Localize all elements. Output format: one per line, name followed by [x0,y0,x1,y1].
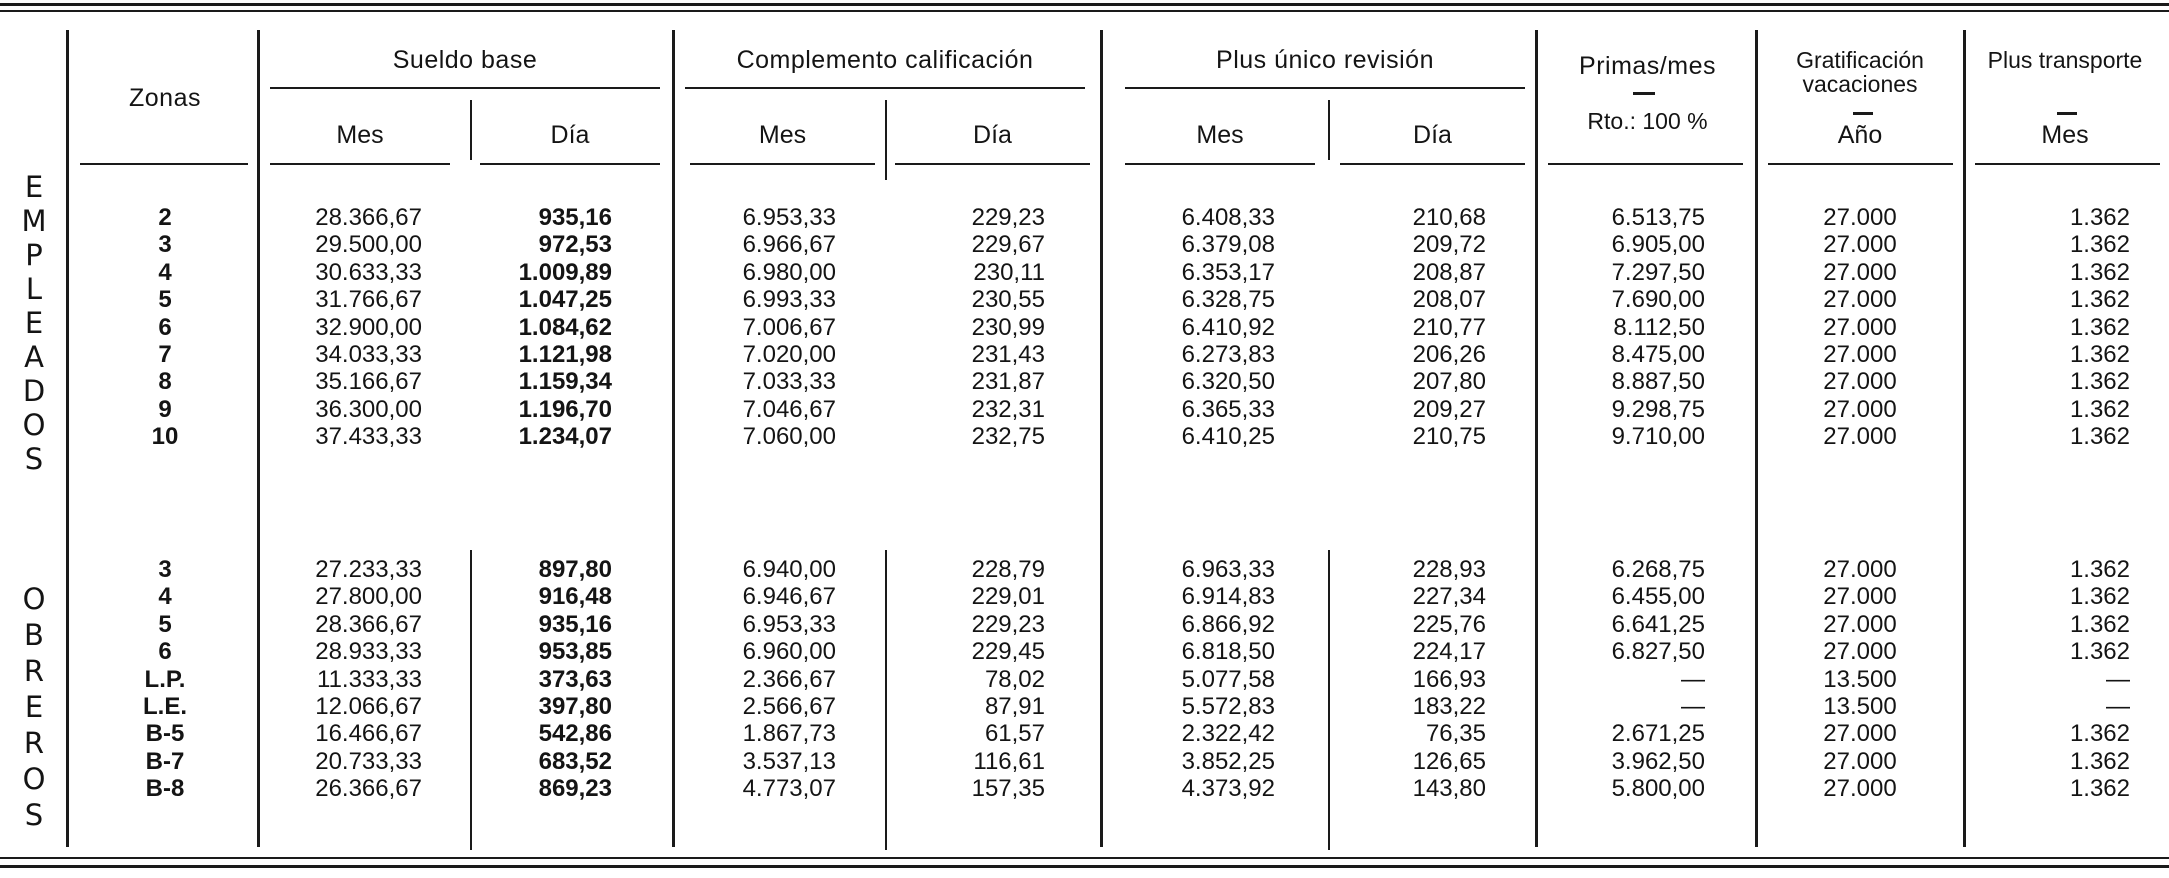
cell-plus-dia: 209,27 [1412,395,1486,423]
cell-complemento-mes: 2.366,67 [742,665,836,693]
cell-primas: 7.297,50 [1611,258,1705,286]
cell-sueldo-dia: 683,52 [538,747,612,775]
cell-gratificacion: 27.000 [1823,395,1897,423]
cell-plus-mes: 6.866,92 [1181,610,1275,638]
gratificacion-mark [1853,112,1873,115]
cell-complemento-mes: 7.046,67 [742,395,836,423]
cell-sueldo-dia: 1.009,89 [518,258,612,286]
group-label-letter: P [25,238,43,272]
cell-gratificacion: 27.000 [1823,368,1897,396]
header-zonas: Zonas [129,84,201,112]
table-row [0,638,2169,665]
cell-zona: 4 [158,258,172,286]
header-primas: Primas/mes [1579,52,1716,80]
cell-complemento-dia: 116,61 [973,747,1045,775]
cell-plus-dia: 208,07 [1412,286,1486,314]
cell-complemento-mes: 6.960,00 [742,638,836,666]
group-label-letter: O [22,582,46,616]
cell-gratificacion: 27.000 [1823,204,1897,231]
header-plus-transporte: Plus transporte [1987,47,2143,73]
cell-sueldo-mes: 35.166,67 [315,368,422,396]
header-plus-unico: Plus único revisión [1216,46,1434,74]
cell-primas: — [1681,665,1705,693]
header-sueldo-dia: Día [550,121,590,149]
header-sueldo-base: Sueldo base [392,46,538,74]
cell-zona: 2 [158,204,172,231]
header-primas-sub: Rto.: 100 % [1587,108,1708,134]
cell-transporte: 1.362 [2069,286,2130,314]
cell-plus-dia: 210,68 [1412,204,1486,231]
cell-complemento-dia: 87,91 [984,693,1045,720]
cell-gratificacion: 27.000 [1823,720,1897,748]
cell-primas: 6.905,00 [1611,231,1705,259]
cell-sueldo-dia: 869,23 [538,775,612,803]
cell-sueldo-mes: 11.333,33 [317,665,422,693]
table-row [0,204,2169,231]
cell-sueldo-mes: 29.500,00 [315,231,422,259]
cell-gratificacion: 13.500 [1823,665,1897,693]
cell-primas: 8.887,50 [1611,368,1705,396]
cell-complemento-mes: 7.006,67 [742,313,836,341]
cell-plus-dia: 208,87 [1412,258,1486,286]
cell-zona: B-8 [145,775,185,803]
cell-primas: 6.513,75 [1611,204,1705,231]
cell-sueldo-dia: 1.159,34 [518,368,612,396]
cell-plus-mes: 6.328,75 [1181,286,1275,314]
subcol-separator [470,100,472,160]
cell-sueldo-mes: 16.466,67 [315,720,422,748]
header-rule [270,163,450,165]
cell-complemento-mes: 6.980,00 [742,258,836,286]
cell-zona: 5 [158,610,172,638]
cell-zona: 10 [151,423,179,451]
group-label-letter: D [22,374,46,408]
cell-sueldo-mes: 27.233,33 [315,556,422,583]
cell-sueldo-mes: 12.066,67 [315,693,422,720]
header-rule [1975,163,2160,165]
cell-complemento-dia: 157,35 [971,775,1045,803]
header-complemento: Complemento calificación [736,46,1034,74]
cell-zona: 9 [158,395,172,423]
cell-transporte: 1.362 [2069,583,2130,611]
cell-complemento-mes: 6.946,67 [742,583,836,611]
cell-transporte: 1.362 [2069,368,2130,396]
cell-gratificacion: 27.000 [1823,231,1897,259]
header-rule [690,163,875,165]
cell-complemento-dia: 231,87 [971,368,1045,396]
header-underline [685,87,1085,89]
cell-primas: 6.455,00 [1611,583,1705,611]
cell-gratificacion: 13.500 [1823,693,1897,720]
cell-primas: 9.298,75 [1611,395,1705,423]
group-label-letter: R [23,726,45,760]
cell-primas: 6.268,75 [1611,556,1705,583]
header-rule [895,163,1090,165]
cell-plus-mes: 6.320,50 [1181,368,1275,396]
table-row [0,368,2169,395]
cell-complemento-mes: 4.773,07 [742,775,836,803]
cell-sueldo-dia: 1.084,62 [518,313,612,341]
bottom-rule [0,857,2169,859]
cell-complemento-mes: 6.953,33 [742,204,836,231]
cell-zona: 5 [158,286,172,314]
cell-complemento-dia: 78,02 [984,665,1045,693]
cell-plus-mes: 6.379,08 [1181,231,1275,259]
cell-plus-dia: 227,34 [1412,583,1486,611]
cell-plus-mes: 6.353,17 [1181,258,1275,286]
cell-transporte: 1.362 [2069,341,2130,368]
group-label-letter: O [22,408,46,442]
header-plus-mes: Mes [1196,121,1244,149]
group-label-letter: S [24,798,44,832]
group-label-letter: A [24,340,44,374]
cell-zona: 7 [158,341,172,368]
header-sueldo-mes: Mes [336,121,384,149]
table-row [0,423,2169,450]
group-label-letter: R [23,654,45,688]
cell-transporte: 1.362 [2069,423,2130,451]
cell-plus-mes: 5.077,58 [1181,665,1275,693]
cell-plus-dia: 166,93 [1412,665,1486,693]
cell-complemento-mes: 6.940,00 [742,556,836,583]
cell-sueldo-dia: 897,80 [538,556,612,583]
group-label-letter: E [24,170,44,204]
header-rule [1340,163,1525,165]
cell-complemento-dia: 229,23 [971,610,1045,638]
table-row [0,259,2169,286]
table-row [0,748,2169,775]
cell-transporte: 1.362 [2069,395,2130,423]
cell-gratificacion: 27.000 [1823,258,1897,286]
cell-plus-dia: 143,80 [1412,775,1486,803]
header-complemento-dia: Día [973,121,1012,149]
cell-plus-dia: 183,22 [1412,693,1486,720]
cell-gratificacion: 27.000 [1823,747,1897,775]
cell-plus-mes: 6.914,83 [1181,583,1275,611]
cell-plus-mes: 6.365,33 [1181,395,1275,423]
cell-plus-mes: 5.572,83 [1181,693,1275,720]
cell-primas: 8.112,50 [1613,313,1705,341]
cell-plus-dia: 210,77 [1412,313,1486,341]
header-rule [80,163,248,165]
cell-transporte: 1.362 [2069,747,2130,775]
header-rule [1768,163,1953,165]
cell-sueldo-dia: 397,80 [538,693,612,720]
cell-sueldo-dia: 1.196,70 [518,395,612,423]
cell-zona: 6 [158,313,172,341]
primas-mark [1633,92,1655,95]
cell-gratificacion: 27.000 [1823,775,1897,803]
group-label-letter: E [24,690,44,724]
cell-complemento-mes: 7.020,00 [742,341,836,368]
header-plus-dia: Día [1413,121,1452,149]
cell-transporte: — [2106,665,2130,693]
cell-zona: B-5 [145,720,185,748]
cell-sueldo-mes: 26.366,67 [315,775,422,803]
cell-plus-dia: 76,35 [1425,720,1486,748]
cell-zona: 6 [158,638,172,666]
group-label-letter: E [24,306,44,340]
cell-transporte: 1.362 [2069,610,2130,638]
top-rule-inner [0,10,2169,12]
cell-primas: 7.690,00 [1611,286,1705,314]
cell-gratificacion: 27.000 [1823,610,1897,638]
cell-plus-dia: 206,26 [1412,341,1486,368]
group-label-letter: M [21,204,47,238]
cell-complemento-dia: 232,31 [971,395,1045,423]
table-row [0,775,2169,802]
cell-primas: 6.827,50 [1611,638,1705,666]
cell-complemento-mes: 2.566,67 [742,693,836,720]
cell-sueldo-mes: 34.033,33 [315,341,422,368]
cell-complemento-mes: 1.867,73 [742,720,836,748]
cell-primas: 9.710,00 [1611,423,1705,451]
cell-plus-mes: 6.273,83 [1181,341,1275,368]
cell-sueldo-mes: 31.766,67 [315,286,422,314]
cell-plus-dia: 210,75 [1412,423,1486,451]
cell-sueldo-dia: 1.047,25 [518,286,612,314]
cell-transporte: 1.362 [2069,204,2130,231]
cell-complemento-mes: 6.966,67 [742,231,836,259]
header-gratificacion: Gratificación vacaciones [1796,47,1924,97]
group-label-letter: B [24,618,44,652]
cell-sueldo-dia: 935,16 [538,610,612,638]
cell-plus-mes: 3.852,25 [1181,747,1275,775]
cell-gratificacion: 27.000 [1823,423,1897,451]
cell-zona: 3 [158,556,172,583]
cell-sueldo-dia: 953,85 [538,638,612,666]
header-rule [1548,163,1743,165]
group-label-letter: L [25,272,43,306]
header-underline [1125,87,1525,89]
transporte-mark [2057,112,2077,115]
cell-sueldo-mes: 28.366,67 [315,610,422,638]
group-label-letter: O [22,762,46,796]
cell-plus-mes: 4.373,92 [1181,775,1275,803]
cell-zona: L.E. [142,693,187,720]
cell-transporte: 1.362 [2069,775,2130,803]
cell-plus-dia: 224,17 [1412,638,1486,666]
cell-gratificacion: 27.000 [1823,583,1897,611]
cell-sueldo-mes: 30.633,33 [315,258,422,286]
cell-sueldo-dia: 935,16 [538,204,612,231]
cell-complemento-dia: 230,11 [973,258,1045,286]
subcol-separator [1328,100,1330,160]
cell-sueldo-mes: 36.300,00 [315,395,422,423]
cell-complemento-dia: 228,79 [971,556,1045,583]
cell-zona: 8 [158,368,172,396]
table-row [0,611,2169,638]
cell-transporte: 1.362 [2069,313,2130,341]
cell-sueldo-dia: 916,48 [538,583,612,611]
cell-plus-mes: 6.818,50 [1181,638,1275,666]
cell-complemento-dia: 231,43 [971,341,1045,368]
cell-plus-dia: 225,76 [1412,610,1486,638]
header-rule [1125,163,1315,165]
header-plus-transporte-sub: Mes [2041,121,2089,149]
table-row [0,314,2169,341]
header-underline [270,87,660,89]
header-gratificacion-sub: Año [1837,121,1883,149]
cell-primas: 6.641,25 [1611,610,1705,638]
cell-complemento-dia: 230,55 [971,286,1045,314]
cell-primas: 2.671,25 [1611,720,1705,748]
cell-gratificacion: 27.000 [1823,341,1897,368]
cell-zona: 4 [158,583,172,611]
cell-plus-mes: 6.963,33 [1181,556,1275,583]
cell-sueldo-mes: 20.733,33 [315,747,422,775]
cell-sueldo-mes: 27.800,00 [315,583,422,611]
header-complemento-mes: Mes [758,121,807,149]
cell-complemento-dia: 229,45 [971,638,1045,666]
cell-primas: — [1681,693,1705,720]
cell-zona: L.P. [144,665,186,693]
cell-complemento-mes: 6.993,33 [742,286,836,314]
header-rule [480,163,660,165]
cell-transporte: 1.362 [2069,556,2130,583]
table-row [0,720,2169,747]
cell-sueldo-mes: 28.366,67 [315,204,422,231]
cell-gratificacion: 27.000 [1823,638,1897,666]
table-row [0,556,2169,583]
table-row [0,396,2169,423]
cell-transporte: — [2106,693,2130,720]
table-row [0,583,2169,610]
cell-complemento-mes: 7.060,00 [742,423,836,451]
cell-sueldo-dia: 542,86 [538,720,612,748]
cell-plus-dia: 209,72 [1412,231,1486,259]
cell-plus-mes: 6.408,33 [1181,204,1275,231]
cell-complemento-mes: 3.537,13 [742,747,836,775]
cell-sueldo-mes: 37.433,33 [315,423,422,451]
cell-gratificacion: 27.000 [1823,286,1897,314]
cell-primas: 8.475,00 [1611,341,1705,368]
cell-complemento-dia: 229,67 [971,231,1045,259]
cell-complemento-mes: 6.953,33 [742,610,836,638]
cell-plus-dia: 126,65 [1412,747,1486,775]
cell-transporte: 1.362 [2069,258,2130,286]
cell-transporte: 1.362 [2069,638,2130,666]
cell-primas: 3.962,50 [1611,747,1705,775]
cell-plus-mes: 2.322,42 [1181,720,1275,748]
table-row [0,666,2169,693]
cell-complemento-dia: 61,57 [984,720,1045,748]
cell-sueldo-dia: 1.234,07 [518,423,612,451]
top-rule [0,3,2169,6]
table-row [0,341,2169,368]
cell-complemento-mes: 7.033,33 [742,368,836,396]
cell-sueldo-mes: 28.933,33 [315,638,422,666]
cell-transporte: 1.362 [2069,231,2130,259]
subcol-separator [885,100,887,180]
cell-zona: B-7 [145,747,185,775]
cell-plus-dia: 207,80 [1412,368,1486,396]
cell-zona: 3 [158,231,172,259]
cell-plus-dia: 228,93 [1412,556,1486,583]
cell-sueldo-dia: 373,63 [538,665,612,693]
bottom-rule-outer [0,865,2169,868]
cell-complemento-dia: 232,75 [971,423,1045,451]
cell-sueldo-dia: 1.121,98 [518,341,612,368]
cell-complemento-dia: 230,99 [971,313,1045,341]
cell-gratificacion: 27.000 [1823,313,1897,341]
cell-transporte: 1.362 [2069,720,2130,748]
cell-primas: 5.800,00 [1611,775,1705,803]
cell-gratificacion: 27.000 [1823,556,1897,583]
cell-complemento-dia: 229,01 [971,583,1045,611]
cell-sueldo-dia: 972,53 [538,231,612,259]
cell-plus-mes: 6.410,25 [1181,423,1275,451]
cell-plus-mes: 6.410,92 [1181,313,1275,341]
table-row [0,693,2169,720]
group-label-letter: S [24,442,44,476]
cell-complemento-dia: 229,23 [971,204,1045,231]
table-row [0,231,2169,258]
table-row [0,286,2169,313]
cell-sueldo-mes: 32.900,00 [315,313,422,341]
